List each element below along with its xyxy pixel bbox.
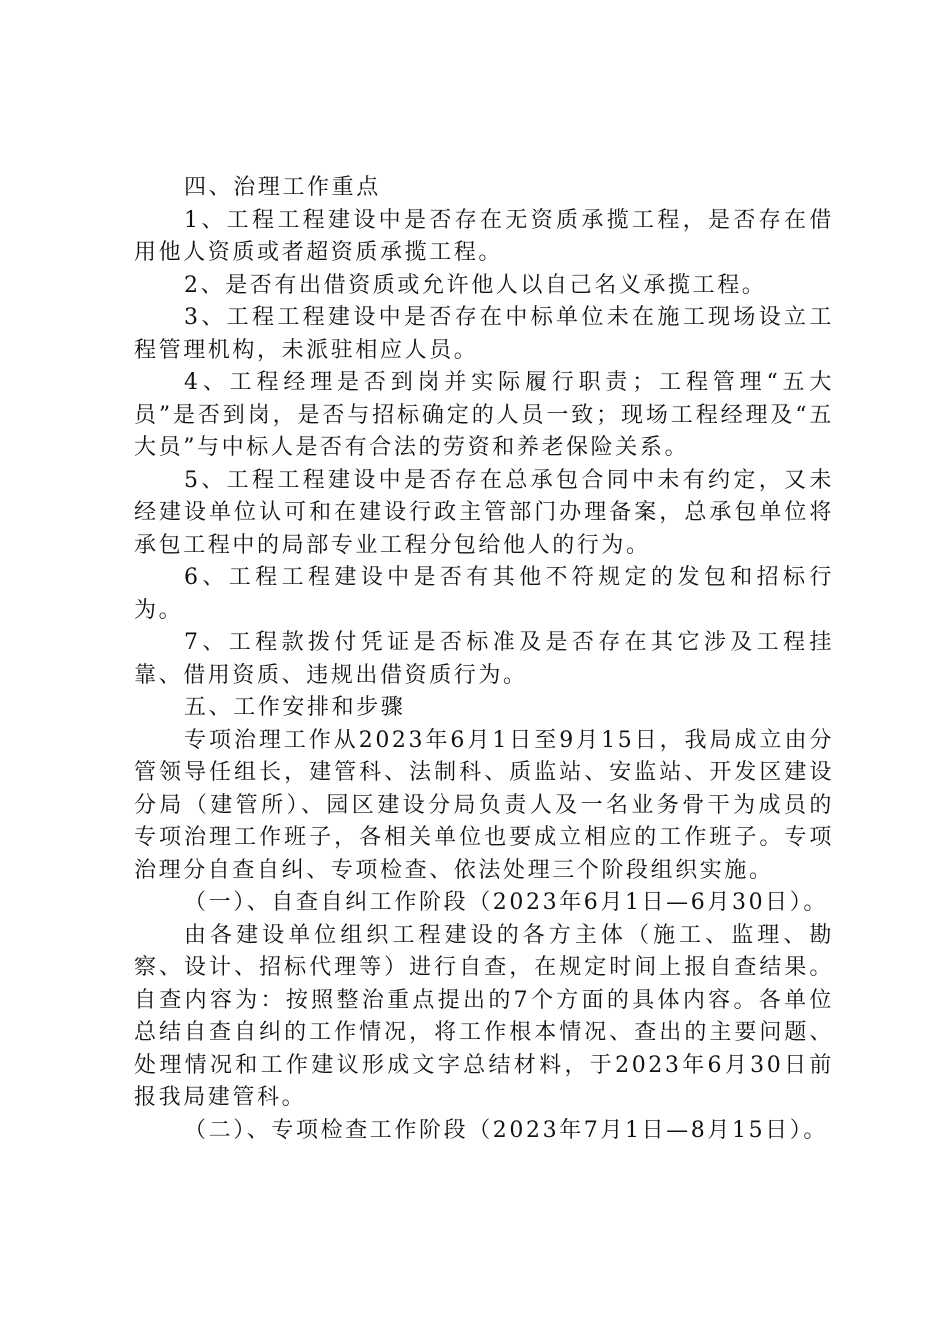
- section-heading-5: 五、工作安排和步骤: [184, 695, 406, 720]
- list-item-2: 2、是否有出借资质或允许他人以自己名义承揽工程。: [184, 272, 767, 298]
- body-paragraph: 由各建设单位组织工程建设的各方主体（施工、监理、勘察、设计、招标代理等）进行自查，在规定时间上报自查结果。自查内容为：按照整治重点提出的7个方面的具体内容。各单位总结自查自纠的工作情况，将工作根本情况、查出的主要问题、处理情况和工作建议形成文字总结材料，于2023年6月30日前报我局建管科。: [134, 922, 834, 1110]
- document-body: [134, 172, 834, 1147]
- section-heading-4: 四、治理工作重点: [184, 175, 381, 200]
- list-item-7: 7、工程款拨付凭证是否标准及是否存在其它涉及工程挂靠、借用资质、违规出借资质行为。: [134, 630, 834, 688]
- list-item-4: 4、工程经理是否到岗并实际履行职责；工程管理“五大员”是否到岗，是否与招标确定的人员一致；现场工程经理及“五大员”与中标人是否有合法的劳资和养老保险关系。: [134, 370, 834, 460]
- subsection-heading-1: （一）、自查自纠工作阶段（2023年6月1日—6月30日）。: [184, 890, 828, 915]
- body-paragraph: 专项治理工作从2023年6月1日至9月15日，我局成立由分管领导任组长，建管科、法制科、质监站、安监站、开发区建设分局（建管所）、园区建设分局负责人及一名业务骨干为成员的专项治理工作班子，各相关单位也要成立相应的工作班子。专项治理分自查自纠、专项检查、依法处理三个阶段组织实施。: [134, 727, 834, 883]
- list-item-5: 5、工程工程建设中是否存在总承包合同中未有约定，又未经建设单位认可和在建设行政主管部门办理备案，总承包单位将承包工程中的局部专业工程分包给他人的行为。: [134, 467, 834, 558]
- list-item-6: 6、工程工程建设中是否有其他不符规定的发包和招标行为。: [134, 565, 834, 623]
- list-item-1: 1、工程工程建设中是否存在无资质承揽工程，是否存在借用他人资质或者超资质承揽工程。: [134, 207, 834, 265]
- subsection-heading-2: （二）、专项检查工作阶段（2023年7月1日—8月15日）。: [184, 1117, 828, 1143]
- list-item-3: 3、工程工程建设中是否存在中标单位未在施工现场设立工程管理机构，未派驻相应人员。: [134, 305, 834, 363]
